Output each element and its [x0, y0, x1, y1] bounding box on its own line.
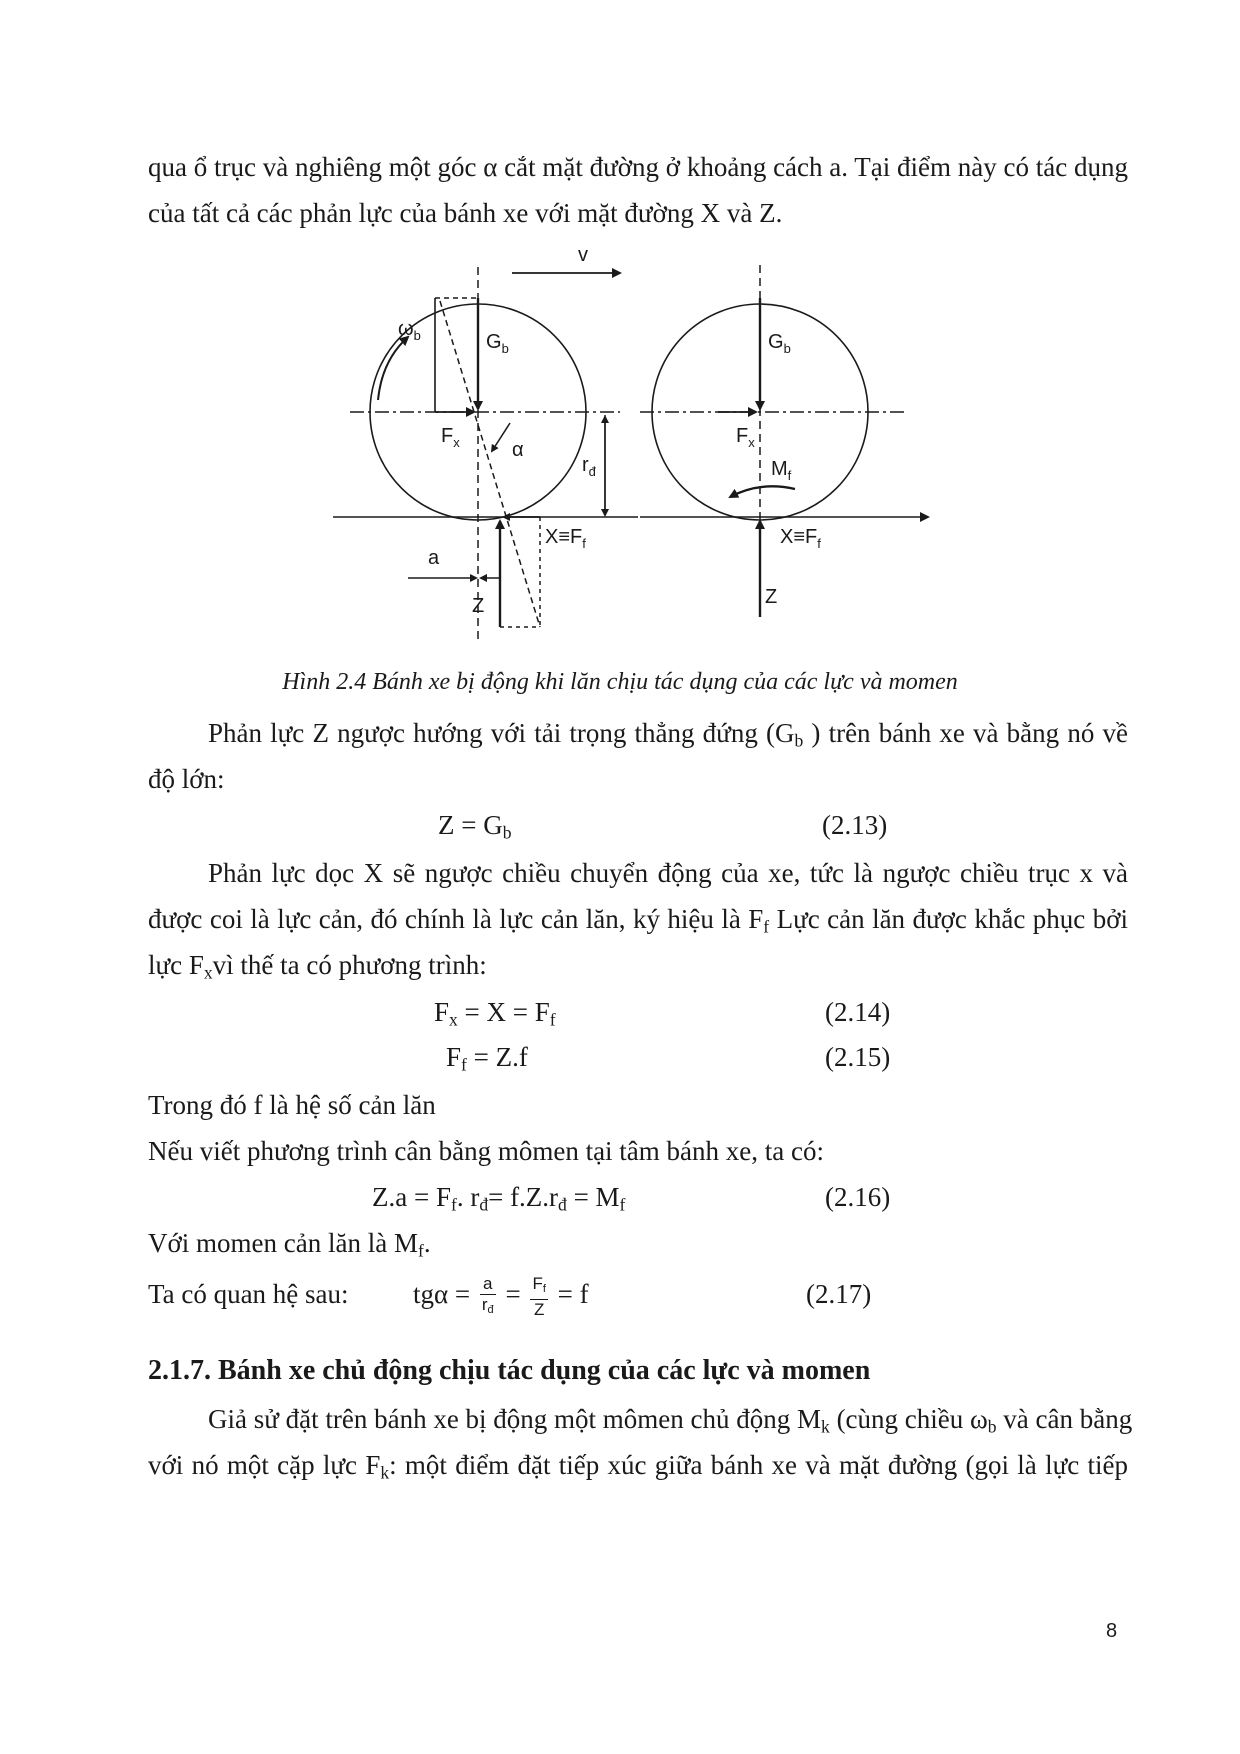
wheel-force-diagram — [0, 245, 1240, 645]
moment-balance-line: Nếu viết phương trình cân bằng mômen tại tâm bánh xe, ta có: — [148, 1136, 824, 1166]
para1-line2: của tất cả các phản lực của bánh xe với mặt đường X và Z. — [148, 198, 783, 228]
label-fx-right: $F_x$ — [736, 425, 755, 450]
relation-intro: Ta có quan hệ sau: — [148, 1279, 349, 1309]
para3-line3: lực $F_xvì$ thế ta có phương trình: — [148, 950, 487, 983]
rolling-coefficient-line: Trong đó f là hệ số cản lăn — [148, 1090, 436, 1120]
section-heading: 2.1.7. Bánh xe chủ động chịu tác dụng của các lực và momen — [148, 1355, 871, 1386]
page-number: 8 — [1106, 1620, 1118, 1642]
fraction-ff-over-z: $\frac{F_f}{Z}$ — [532, 1273, 546, 1319]
label-omega-b: $\omega_b$ — [398, 318, 421, 343]
rolling-moment-line: Với momen cản lăn là $M_f$. — [148, 1228, 431, 1261]
fraction-a-over-rd: $\frac{a}{r_đ}$ — [481, 1273, 494, 1316]
label-gb-right: $G_b$ — [768, 331, 791, 356]
label-fx-left: $F_x$ — [441, 425, 460, 450]
label-z-left: Z — [472, 595, 485, 617]
label-x-ff-left: $X\equiv F_f$ — [545, 526, 586, 551]
label-mf: $M_f$ — [771, 458, 792, 483]
label-z-right: Z — [765, 586, 778, 608]
label-a: a — [428, 547, 440, 569]
equation-number-2-17: (2.17) — [806, 1279, 872, 1309]
label-alpha: α — [512, 439, 524, 461]
para3-line2: được coi là lực cản, đó chính là lực cản lăn, ký hiệu là $F_f$ Lực cản lăn được khắc phục bởi — [148, 904, 1128, 937]
equation-number-2-15: (2.15) — [825, 1042, 891, 1072]
equation-2-17: tgα = $\frac{a}{r_đ}$ = $\frac{F_f}{Z}$ = f — [413, 1273, 589, 1319]
para1-line1: qua ổ trục và nghiêng một góc α cắt mặt đường ở khoảng cách a. Tại điểm này có tác dụng — [148, 152, 1128, 182]
figure-caption: Hình 2.4 Bánh xe bị động khi lăn chịu tác dụng của các lực và momen — [282, 669, 958, 695]
para2-line1: Phản lực Z ngược hướng với tải trọng thẳng đứng ($G_b$ ) trên bánh xe và bằng nó về — [208, 718, 1128, 751]
para2-line2: độ lớn: — [148, 764, 225, 794]
equation-2-13: $Z = G_b$ — [438, 810, 512, 843]
label-gb-left: $G_b$ — [486, 331, 509, 356]
equation-number-2-14: (2.14) — [825, 997, 891, 1027]
equation-number-2-13: (2.13) — [822, 810, 888, 840]
label-v: v — [578, 245, 588, 266]
para3-line1: Phản lực dọc X sẽ ngược chiều chuyển động của xe, tức là ngược chiều trục x và — [208, 858, 1128, 888]
equation-2-16: $Z.a = F_f$. $r_đ= f.Z.r_đ = M_f$ — [372, 1182, 626, 1215]
para4-line1: Giả sử đặt trên bánh xe bị động một mômen chủ động $M_k$ (cùng chiều $\omega_b$ và cân bằng — [208, 1404, 1133, 1437]
equation-2-15: $F_f = Z.f$ — [446, 1042, 528, 1075]
label-rd: $r_đ$ — [582, 454, 596, 479]
para4-line2: với nó một cặp lực $F_k$: một điểm đặt tiếp xúc giữa bánh xe và mặt đường (gọi là lực tiếp — [148, 1450, 1128, 1483]
label-x-ff-right: $X\equiv F_f$ — [780, 526, 821, 551]
equation-2-14: $F_x = X = F_f$ — [434, 997, 556, 1030]
equation-number-2-16: (2.16) — [825, 1182, 891, 1212]
